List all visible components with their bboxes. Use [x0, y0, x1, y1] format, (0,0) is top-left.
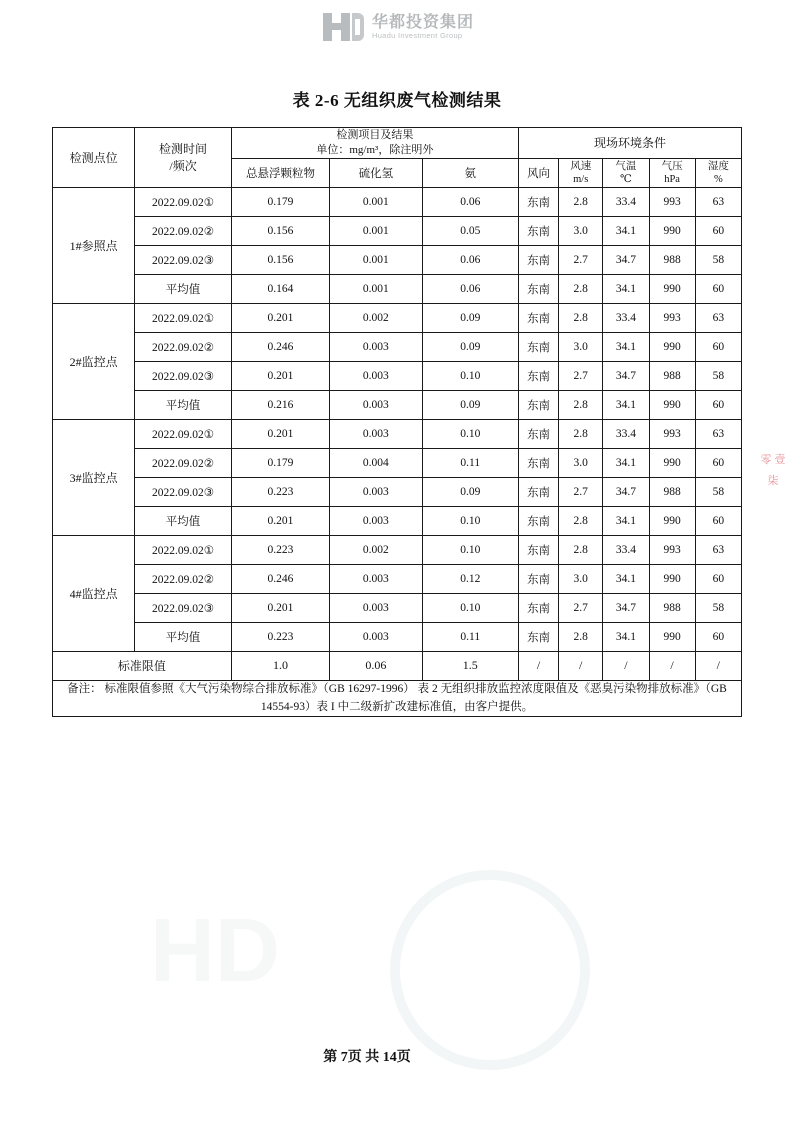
cell-wind-dir: 东南	[518, 216, 558, 245]
col-header-nh3: 氨	[422, 158, 518, 187]
cell-nh3: 0.09	[422, 477, 518, 506]
limit-humidity: /	[695, 651, 741, 680]
cell-h2s: 0.002	[330, 535, 422, 564]
cell-nh3: 0.05	[422, 216, 518, 245]
cell-wind-dir: 东南	[518, 419, 558, 448]
cell-humidity: 63	[695, 303, 741, 332]
cell-wind-dir: 东南	[518, 477, 558, 506]
cell-time: 2022.09.02①	[135, 535, 231, 564]
cell-time: 2022.09.02③	[135, 245, 231, 274]
cell-h2s: 0.003	[330, 419, 422, 448]
cell-pressure: 988	[649, 245, 695, 274]
col-header-time	[135, 128, 231, 188]
cell-time: 平均值	[135, 390, 231, 419]
table-row	[53, 535, 742, 564]
cell-wind-dir: 东南	[518, 506, 558, 535]
cell-wind-dir: 东南	[518, 245, 558, 274]
table-row	[53, 332, 742, 361]
cell-wind-dir: 东南	[518, 274, 558, 303]
row-header-point: 2#监控点	[53, 303, 135, 419]
cell-time: 2022.09.02③	[135, 593, 231, 622]
cell-wind-speed: 3.0	[559, 216, 603, 245]
cell-nh3: 0.09	[422, 390, 518, 419]
cell-humidity: 60	[695, 564, 741, 593]
col-header-wind-speed: 风速 m/s	[559, 158, 603, 187]
table-note: 备注： 标准限值参照《大气污染物综合排放标准》（GB 16297-1996） 表 2 无组织排放监控浓度限值及《恶臭污染物排放标准》（GB 14554-93）表 I 中二级新扩改建标准值，由客户提供。	[53, 680, 742, 717]
cell-h2s: 0.003	[330, 361, 422, 390]
cell-wind-speed: 2.8	[559, 535, 603, 564]
cell-nh3: 0.09	[422, 303, 518, 332]
cell-tsp: 0.246	[231, 564, 329, 593]
cell-nh3: 0.06	[422, 187, 518, 216]
cell-nh3: 0.10	[422, 535, 518, 564]
cell-wind-dir: 东南	[518, 303, 558, 332]
limit-h2s: 0.06	[330, 651, 422, 680]
cell-humidity: 60	[695, 390, 741, 419]
col-header-humidity: 湿度 %	[695, 158, 741, 187]
table-row-standard-limit	[53, 651, 742, 680]
limit-row-label: 标准限值	[53, 651, 232, 680]
cell-tsp: 0.246	[231, 332, 329, 361]
table-body	[53, 187, 742, 717]
table-row-average	[53, 274, 742, 303]
cell-tsp: 0.179	[231, 187, 329, 216]
unorganized-emission-results-table	[52, 127, 742, 717]
cell-nh3: 0.12	[422, 564, 518, 593]
page-title: 表 2-6 无组织废气检测结果	[292, 91, 502, 110]
cell-temperature: 33.4	[603, 419, 649, 448]
cell-h2s: 0.001	[330, 274, 422, 303]
limit-temperature: /	[603, 651, 649, 680]
cell-tsp: 0.156	[231, 245, 329, 274]
cell-tsp: 0.201	[231, 361, 329, 390]
table-row	[53, 245, 742, 274]
row-header-point: 1#参照点	[53, 187, 135, 303]
table-row-average	[53, 622, 742, 651]
limit-pressure: /	[649, 651, 695, 680]
col-header-tsp: 总悬浮颗粒物	[231, 158, 329, 187]
cell-h2s: 0.003	[330, 332, 422, 361]
row-header-point: 3#监控点	[53, 419, 135, 535]
cell-wind-speed: 2.7	[559, 593, 603, 622]
table-header-row-1	[53, 128, 742, 159]
cell-wind-speed: 2.7	[559, 477, 603, 506]
cell-wind-speed: 3.0	[559, 448, 603, 477]
cell-wind-dir: 东南	[518, 622, 558, 651]
cell-h2s: 0.003	[330, 506, 422, 535]
cell-nh3: 0.06	[422, 274, 518, 303]
cell-humidity: 60	[695, 216, 741, 245]
cell-humidity: 60	[695, 506, 741, 535]
cell-tsp: 0.223	[231, 622, 329, 651]
col-header-time-line2: /频次	[169, 159, 197, 174]
cell-h2s: 0.001	[330, 245, 422, 274]
background-watermark: HD	[120, 830, 640, 1070]
cell-nh3: 0.06	[422, 245, 518, 274]
cell-temperature: 33.4	[603, 535, 649, 564]
col-header-items-unit: 单位：mg/m³，除注明外	[316, 143, 434, 156]
cell-time: 2022.09.02②	[135, 332, 231, 361]
cell-tsp: 0.179	[231, 448, 329, 477]
row-header-point: 4#监控点	[53, 535, 135, 651]
cell-wind-speed: 2.8	[559, 390, 603, 419]
cell-wind-dir: 东南	[518, 390, 558, 419]
cell-nh3: 0.10	[422, 506, 518, 535]
logo-text	[372, 14, 474, 40]
table-row-note	[53, 680, 742, 717]
cell-humidity: 63	[695, 535, 741, 564]
cell-wind-speed: 2.8	[559, 303, 603, 332]
cell-h2s: 0.003	[330, 564, 422, 593]
cell-nh3: 0.09	[422, 332, 518, 361]
cell-wind-speed: 2.8	[559, 274, 603, 303]
cell-wind-dir: 东南	[518, 187, 558, 216]
cell-pressure: 990	[649, 274, 695, 303]
cell-wind-speed: 2.7	[559, 361, 603, 390]
cell-temperature: 34.1	[603, 216, 649, 245]
cell-nh3: 0.11	[422, 448, 518, 477]
cell-wind-speed: 3.0	[559, 564, 603, 593]
cell-time: 平均值	[135, 506, 231, 535]
cell-tsp: 0.216	[231, 390, 329, 419]
table-row-average	[53, 506, 742, 535]
cell-temperature: 34.7	[603, 593, 649, 622]
results-table-wrapper	[52, 127, 742, 717]
cell-temperature: 34.1	[603, 332, 649, 361]
table-row-average	[53, 390, 742, 419]
cell-wind-speed: 3.0	[559, 332, 603, 361]
cell-wind-dir: 东南	[518, 332, 558, 361]
cell-pressure: 993	[649, 419, 695, 448]
cell-tsp: 0.201	[231, 506, 329, 535]
page-footer	[0, 1046, 794, 1066]
cell-tsp: 0.156	[231, 216, 329, 245]
cell-time: 2022.09.02②	[135, 564, 231, 593]
cell-tsp: 0.223	[231, 535, 329, 564]
cell-pressure: 993	[649, 303, 695, 332]
col-header-point: 检测点位	[53, 128, 135, 188]
cell-temperature: 34.7	[603, 245, 649, 274]
cell-pressure: 990	[649, 390, 695, 419]
table-header	[53, 128, 742, 188]
table-row	[53, 564, 742, 593]
cell-pressure: 993	[649, 535, 695, 564]
cell-temperature: 34.1	[603, 274, 649, 303]
cell-humidity: 58	[695, 477, 741, 506]
cell-nh3: 0.10	[422, 419, 518, 448]
cell-wind-dir: 东南	[518, 448, 558, 477]
limit-wind-speed: /	[559, 651, 603, 680]
cell-h2s: 0.002	[330, 303, 422, 332]
logo-text-cn: 华都投资集团	[371, 14, 474, 32]
cell-pressure: 990	[649, 564, 695, 593]
cell-pressure: 990	[649, 448, 695, 477]
cell-h2s: 0.001	[330, 187, 422, 216]
cell-time: 2022.09.02①	[135, 187, 231, 216]
margin-handwritten-mark: 零 壹 柒	[760, 454, 786, 487]
cell-pressure: 990	[649, 622, 695, 651]
logo-text-en: Huadu Investment Group	[371, 30, 463, 40]
cell-temperature: 33.4	[603, 303, 649, 332]
col-header-temperature: 气温 ℃	[603, 158, 649, 187]
cell-humidity: 60	[695, 274, 741, 303]
table-row	[53, 593, 742, 622]
cell-temperature: 34.1	[603, 564, 649, 593]
table-row	[53, 361, 742, 390]
cell-wind-dir: 东南	[518, 361, 558, 390]
cell-temperature: 34.1	[603, 390, 649, 419]
cell-humidity: 60	[695, 448, 741, 477]
col-header-items-group	[231, 128, 518, 159]
cell-humidity: 63	[695, 419, 741, 448]
cell-h2s: 0.003	[330, 593, 422, 622]
cell-humidity: 63	[695, 187, 741, 216]
cell-pressure: 993	[649, 187, 695, 216]
table-row	[53, 187, 742, 216]
cell-pressure: 988	[649, 361, 695, 390]
cell-time: 2022.09.02③	[135, 477, 231, 506]
cell-h2s: 0.003	[330, 622, 422, 651]
cell-nh3: 0.10	[422, 361, 518, 390]
cell-pressure: 990	[649, 506, 695, 535]
cell-wind-dir: 东南	[518, 564, 558, 593]
cell-humidity: 58	[695, 593, 741, 622]
cell-pressure: 988	[649, 477, 695, 506]
cell-wind-speed: 2.8	[559, 622, 603, 651]
cell-time: 2022.09.02①	[135, 303, 231, 332]
cell-humidity: 58	[695, 361, 741, 390]
cell-temperature: 34.7	[603, 361, 649, 390]
table-row	[53, 448, 742, 477]
page-number-text: 第 7页 共 14页	[323, 1050, 411, 1065]
cell-time: 平均值	[135, 274, 231, 303]
cell-time: 2022.09.02②	[135, 448, 231, 477]
table-row	[53, 419, 742, 448]
cell-humidity: 60	[695, 332, 741, 361]
cell-pressure: 988	[649, 593, 695, 622]
cell-time: 2022.09.02③	[135, 361, 231, 390]
cell-tsp: 0.201	[231, 419, 329, 448]
cell-temperature: 34.1	[603, 622, 649, 651]
col-header-env-group: 现场环境条件	[518, 128, 741, 159]
cell-time: 平均值	[135, 622, 231, 651]
cell-tsp: 0.164	[231, 274, 329, 303]
cell-h2s: 0.001	[330, 216, 422, 245]
cell-h2s: 0.003	[330, 390, 422, 419]
limit-nh3: 1.5	[422, 651, 518, 680]
cell-temperature: 34.7	[603, 477, 649, 506]
cell-humidity: 60	[695, 622, 741, 651]
cell-tsp: 0.201	[231, 303, 329, 332]
cell-wind-speed: 2.8	[559, 419, 603, 448]
hd-monogram-icon	[320, 10, 364, 44]
cell-nh3: 0.11	[422, 622, 518, 651]
cell-tsp: 0.201	[231, 593, 329, 622]
cell-nh3: 0.10	[422, 593, 518, 622]
col-header-h2s: 硫化氢	[330, 158, 422, 187]
cell-wind-speed: 2.8	[559, 187, 603, 216]
cell-tsp: 0.223	[231, 477, 329, 506]
cell-h2s: 0.003	[330, 477, 422, 506]
cell-wind-dir: 东南	[518, 593, 558, 622]
cell-wind-dir: 东南	[518, 535, 558, 564]
cell-temperature: 34.1	[603, 448, 649, 477]
col-header-wind-dir: 风向	[518, 158, 558, 187]
limit-tsp: 1.0	[231, 651, 329, 680]
table-row	[53, 216, 742, 245]
table-row	[53, 477, 742, 506]
cell-time: 2022.09.02②	[135, 216, 231, 245]
cell-wind-speed: 2.8	[559, 506, 603, 535]
col-header-items-title: 检测项目及结果	[336, 129, 414, 141]
company-logo	[0, 10, 794, 44]
col-header-time-line1: 检测时间	[159, 142, 208, 157]
table-row	[53, 303, 742, 332]
col-header-pressure: 气压 hPa	[649, 158, 695, 187]
cell-wind-speed: 2.7	[559, 245, 603, 274]
cell-pressure: 990	[649, 332, 695, 361]
cell-temperature: 34.1	[603, 506, 649, 535]
cell-h2s: 0.004	[330, 448, 422, 477]
cell-temperature: 33.4	[603, 187, 649, 216]
cell-pressure: 990	[649, 216, 695, 245]
cell-time: 2022.09.02①	[135, 419, 231, 448]
limit-wind-dir: /	[518, 651, 558, 680]
cell-humidity: 58	[695, 245, 741, 274]
